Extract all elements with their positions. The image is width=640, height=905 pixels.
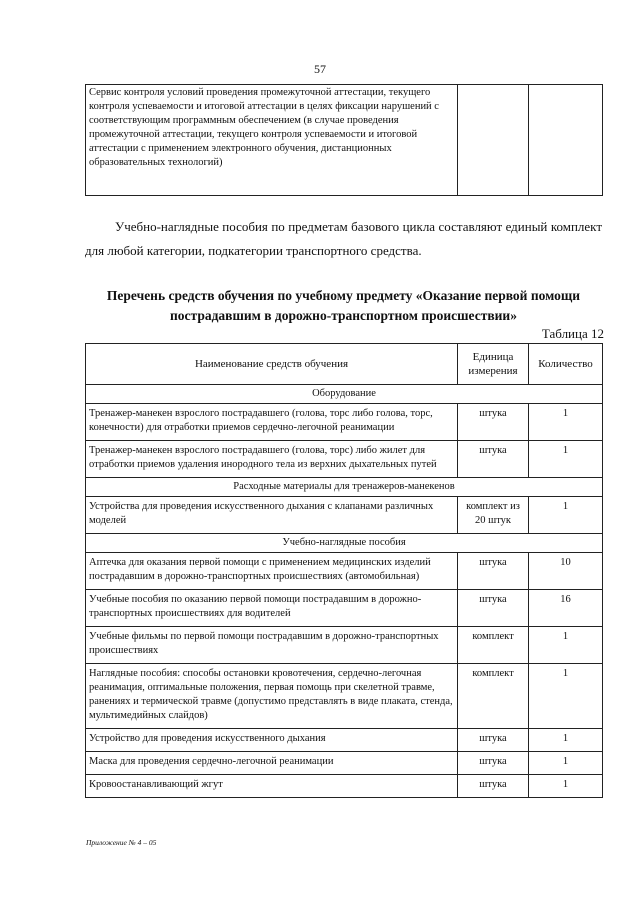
page-number: 57 xyxy=(314,62,326,76)
table-row xyxy=(86,497,603,534)
unit-cell: штука xyxy=(458,590,529,627)
unit-cell: штука xyxy=(458,553,529,590)
unit-cell: штука xyxy=(458,775,529,798)
table-row xyxy=(86,752,603,775)
unit-cell: комплект xyxy=(458,664,529,729)
table-row xyxy=(86,664,603,729)
training-equipment-table xyxy=(85,343,603,798)
table-row xyxy=(86,85,603,196)
section-title: Учебно-наглядные пособия xyxy=(86,534,603,553)
table-header-row xyxy=(86,344,603,385)
section-title: Оборудование xyxy=(86,385,603,404)
header-qty: Количество xyxy=(529,344,603,385)
qty-cell xyxy=(529,85,603,196)
section-row xyxy=(86,478,603,497)
table-row xyxy=(86,404,603,441)
table-row xyxy=(86,590,603,627)
unit-cell: штука xyxy=(458,752,529,775)
continued-table xyxy=(85,84,603,196)
header-name: Наименование средств обучения xyxy=(86,344,458,385)
section-row xyxy=(86,385,603,404)
unit-cell: комплект из 20 штук xyxy=(458,497,529,534)
section-heading: Перечень средств обучения по учебному предмету «Оказание первой помощи пострадавшим в дорожно-транспортном происшествии» xyxy=(106,288,581,323)
item-name-cell: Сервис контроля условий проведения промежуточной аттестации, текущего контроля успеваемости и итоговой аттестации в целях фиксации нарушений с соответствующим программным обеспечением (в случае проведения промежуточной аттестации, текущего контроля успеваемости и итоговой аттестации с применением электронного обучения, дистанционных образовательных технологий) xyxy=(86,85,458,196)
item-name-cell: Тренажер-манекен взрослого пострадавшего (голова, торс либо голова, торс, конечности) для отработки приемов сердечно-легочной реанимации xyxy=(86,404,458,441)
table-label: Таблица 12 xyxy=(541,326,604,341)
qty-cell: 1 xyxy=(529,729,603,752)
qty-cell: 1 xyxy=(529,627,603,664)
qty-cell: 1 xyxy=(529,404,603,441)
item-name-cell: Наглядные пособия: способы остановки кровотечения, сердечно-легочная реанимация, оптимальные положения, первая помощь при скелетной травме, ранениях и термической травме (допустимо представлять в виде плаката, стенда, мультимедийных слайдов) xyxy=(86,664,458,729)
table-body xyxy=(86,385,603,798)
item-name-cell: Маска для проведения сердечно-легочной реанимации xyxy=(86,752,458,775)
qty-cell: 1 xyxy=(529,441,603,478)
unit-cell: штука xyxy=(458,729,529,752)
table-row xyxy=(86,441,603,478)
qty-cell: 1 xyxy=(529,497,603,534)
table-row xyxy=(86,775,603,798)
qty-cell: 1 xyxy=(529,664,603,729)
header-unit: Единица измерения xyxy=(458,344,529,385)
item-name-cell: Учебные фильмы по первой помощи пострадавшим в дорожно-транспортных происшествиях xyxy=(86,627,458,664)
table-row xyxy=(86,553,603,590)
qty-cell: 16 xyxy=(529,590,603,627)
item-name-cell: Кровоостанавливающий жгут xyxy=(86,775,458,798)
item-name-cell: Тренажер-манекен взрослого пострадавшего (голова, торс) либо жилет для отработки приемов удаления инородного тела из верхних дыхательных путей xyxy=(86,441,458,478)
qty-cell: 1 xyxy=(529,752,603,775)
item-name-cell: Аптечка для оказания первой помощи с применением медицинских изделий пострадавшим в дорожно-транспортных происшествиях (автомобильная) xyxy=(86,553,458,590)
intro-paragraph: Учебно-наглядные пособия по предметам базового цикла составляют единый комплект для любой категории, подкатегории транспортного средства. xyxy=(85,219,602,258)
qty-cell: 10 xyxy=(529,553,603,590)
item-name-cell: Устройства для проведения искусственного дыхания с клапанами различных моделей xyxy=(86,497,458,534)
table-row xyxy=(86,627,603,664)
item-name-cell: Учебные пособия по оказанию первой помощи пострадавшим в дорожно-транспортных происшествиях для водителей xyxy=(86,590,458,627)
table-row xyxy=(86,729,603,752)
qty-cell: 1 xyxy=(529,775,603,798)
section-row xyxy=(86,534,603,553)
unit-cell xyxy=(458,85,529,196)
item-name-cell: Устройство для проведения искусственного дыхания xyxy=(86,729,458,752)
footer-note: Приложение № 4 – 05 xyxy=(86,838,157,847)
section-title: Расходные материалы для тренажеров-манекенов xyxy=(86,478,603,497)
unit-cell: штука xyxy=(458,404,529,441)
unit-cell: комплект xyxy=(458,627,529,664)
unit-cell: штука xyxy=(458,441,529,478)
